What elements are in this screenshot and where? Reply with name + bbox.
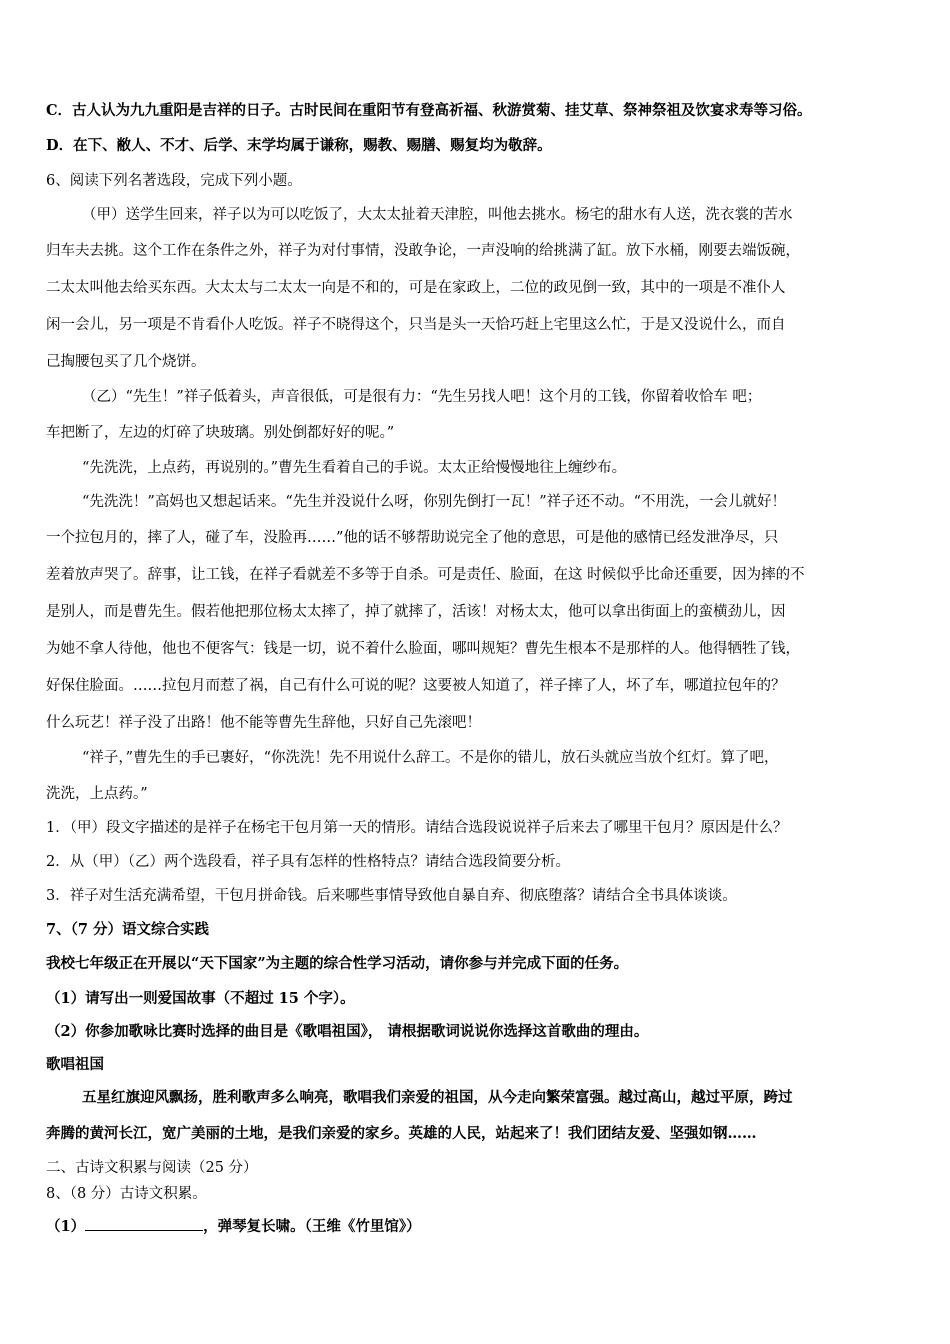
passage-para4-line-2: 一个拉包月的，摔了人，碰了车，没脸再……”他的话不够帮助说完全了他的意思，可是他的感情已经发泄净尽，只 bbox=[46, 530, 779, 546]
question-8-heading: 8、（8 分）古诗文积累。 bbox=[46, 1186, 207, 1202]
question-7-task-1: （1）请写出一则爱国故事（不超过 15 个字）。 bbox=[46, 990, 355, 1007]
sub-question-3: 3．祥子对生活充满希望，干包月拼命钱。后来哪些事情导致他自暴自弃、彻底堕落？请结合全书具体谈谈。 bbox=[46, 888, 737, 904]
question-8-item-1-number: （1） bbox=[46, 1218, 86, 1235]
question-8-item-1-text: ，弹琴复长啸。（王维《竹里馆》） bbox=[203, 1218, 421, 1235]
answer-blank[interactable] bbox=[85, 1216, 203, 1231]
passage-jia-line-4: 闲一会儿，另一项是不肯看仆人吃饭。祥子不晓得这个，只当是头一天恰巧赶上宅里这么忙，于是又没说什么，而自 bbox=[46, 317, 786, 333]
option-d: D．在下、敝人、不才、后学、末学均属于谦称，赐教、赐膳、赐复均为敬辞。 bbox=[46, 137, 552, 154]
sub-question-1: 1．（甲）段文字描述的是祥子在杨宅干包月第一天的情形。请结合选段说说祥子后来去了哪里干包月？原因是什么？ bbox=[46, 820, 788, 836]
option-c: C．古人认为九九重阳是吉祥的日子。古时民间在重阳节有登高祈福、秋游赏菊、挂艾草、祭神祭祖及饮宴求寿等习俗。 bbox=[46, 102, 812, 119]
sub-question-2: 2．从（甲）（乙）两个选段看，祥子具有怎样的性格特点？请结合选段简要分析。 bbox=[46, 854, 570, 870]
passage-jia-line-3: 二太太叫他去给买东西。大太太与二太太一向是不和的，可是在家政上，二位的政见倒一致，其中的一项是不准仆人 bbox=[46, 280, 786, 296]
passage-para4-line-7: 什么玩艺！祥子没了出路！他不能等曹先生辞他，只好自己先滚吧！ bbox=[46, 715, 481, 731]
passage-para4-line-3: 差着放声哭了。辞事，让工钱，在祥子看就差不多等于自杀。可是责任、脸面，在这 时候似乎比命还重要，因为摔的不 bbox=[46, 567, 805, 583]
question-7-intro: 我校七年级正在开展以“天下国家”为主题的综合性学习活动，请你参与并完成下面的任务。 bbox=[46, 955, 629, 972]
question-7-task-2: （2）你参加歌咏比赛时选择的曲目是《歌唱祖国》， 请根据歌词说说你选择这首歌曲的理由。 bbox=[46, 1023, 649, 1040]
passage-para5-line-2: 洗洗，上点药。” bbox=[46, 786, 148, 802]
question-7-heading: 7、（7 分）语文综合实践 bbox=[46, 921, 209, 938]
passage-jia-line-2: 归车夫去挑。这个工作在条件之外，祥子为对付事情，没敢争论，一声没响的给挑满了缸。放下水桶，刚要去端饭碗， bbox=[46, 243, 800, 259]
passage-para4-line-1: “先洗洗！”高妈也又想起话来。“先生并没说什么呀，你别先倒打一瓦！”祥子还不动。“不用洗，一会儿就好！ bbox=[82, 494, 787, 510]
song-title: 歌唱祖国 bbox=[46, 1056, 104, 1073]
passage-para5-line-1: “祥子，”曹先生的手已裹好，“你洗洗！先不用说什么辞工。不是你的错儿，放石头就应当放个红灯。算了吧， bbox=[82, 750, 779, 766]
song-lyrics-line-1: 五星红旗迎风飘扬，胜利歌声多么响亮，歌唱我们亲爱的祖国，从今走向繁荣富强。越过高山，越过平原，跨过 bbox=[82, 1089, 793, 1106]
passage-para4-line-4: 是别人，而是曹先生。假若他把那位杨太太摔了，掉了就摔了，活该！对杨太太，他可以拿出街面上的蛮横劲儿，因 bbox=[46, 604, 786, 620]
passage-yi-line-2: 车把断了，左边的灯碎了块玻璃。别处倒都好好的呢。” bbox=[46, 425, 395, 441]
passage-para4-line-6: 好保住脸面。……拉包月而惹了祸，自己有什么可说的呢？这要被人知道了，祥子摔了人，坏了车，哪道拉包年的？ bbox=[46, 678, 786, 694]
passage-jia-line-5: 己掏腰包买了几个烧饼。 bbox=[46, 354, 206, 370]
passage-jia-line-1: （甲）送学生回来，祥子以为可以吃饭了，大太太扯着天津腔，叫他去挑水。杨宅的甜水有人送，洗衣裳的苦水 bbox=[82, 207, 793, 223]
question-8-item-1 bbox=[46, 1216, 906, 1237]
passage-para3-line-1: “先洗洗，上点药，再说别的。”曹先生看着自己的手说。太太正给慢慢地往上缠纱布。 bbox=[82, 460, 627, 476]
passage-yi-line-1: （乙）“先生！”祥子低着头，声音很低，可是很有力：“先生另找人吧！这个月的工钱，你留着收恰车 吧； bbox=[82, 389, 762, 405]
section-2-heading: 二、古诗文积累与阅读（25 分） bbox=[46, 1160, 258, 1176]
question-6-heading: 6、阅读下列名著选段，完成下列小题。 bbox=[46, 173, 302, 189]
song-lyrics-line-2: 奔腾的黄河长江，宽广美丽的土地，是我们亲爱的家乡。英雄的人民，站起来了！我们团结友爱、坚强如钢…… bbox=[46, 1125, 757, 1142]
passage-para4-line-5: 为她不拿人待他，他也不便客气：钱是一切，说不着什么脸面，哪叫规矩？曹先生根本不是那样的人。他得牺牲了钱， bbox=[46, 641, 800, 657]
